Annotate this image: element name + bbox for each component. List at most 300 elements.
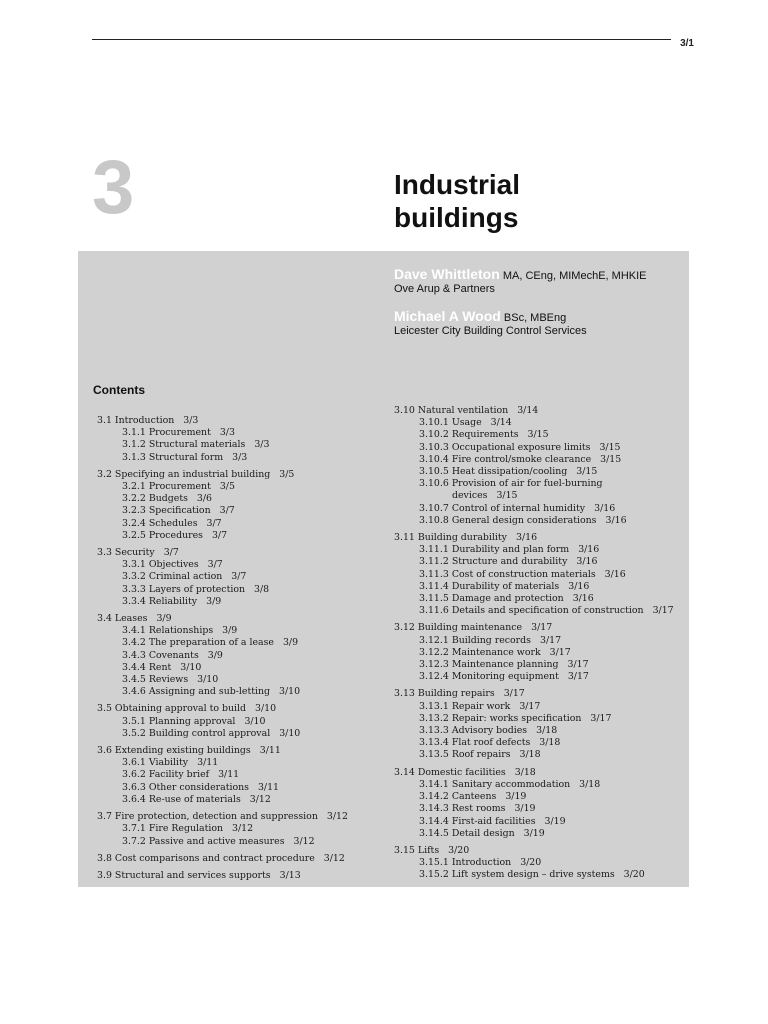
chapter-title-line-2: buildings	[394, 202, 519, 233]
toc-entry-title: Introduction	[451, 857, 512, 869]
toc-entry-number: 3.6.1	[122, 757, 146, 769]
author-block-2	[394, 308, 587, 337]
toc-entry-number: 3.11.6	[419, 605, 449, 617]
toc-subsection-entry[interactable]	[97, 493, 397, 505]
toc-entry-number: 3.10.3	[419, 441, 449, 453]
toc-entry-title: Structural form	[148, 451, 224, 463]
toc-entry-number: 3.15	[394, 844, 415, 856]
toc-entry-page: 3/15	[576, 466, 598, 478]
toc-entry-title: Fire control/smoke clearance	[451, 453, 592, 465]
toc-entry-number: 3.12.1	[419, 634, 449, 646]
toc-entry-number: 3.7.2	[122, 835, 146, 847]
toc-subsection-entry[interactable]	[394, 659, 689, 671]
toc-subsection-entry[interactable]	[394, 605, 689, 617]
toc-subsection-entry[interactable]	[394, 581, 689, 593]
chapter-number: 3	[92, 145, 135, 230]
toc-section	[97, 853, 397, 865]
toc-entry-title: Durability of materials	[451, 580, 560, 592]
toc-entry-title: Advisory bodies	[451, 725, 528, 737]
author-name: Dave Whittleton	[394, 266, 500, 282]
toc-subsection-entry[interactable]	[394, 635, 689, 647]
toc-entry-title: Maintenance planning	[451, 659, 559, 671]
toc-entry-page: 3/9	[207, 649, 223, 661]
toc-entry-number: 3.10.2	[419, 429, 449, 441]
toc-section-entry[interactable]	[394, 845, 689, 857]
toc-entry-number: 3.2.1	[122, 481, 146, 493]
toc-entry-title: Heat dissipation/cooling	[451, 466, 568, 478]
toc-entry-page: 3/3	[254, 439, 270, 451]
toc-subsection-entry[interactable]	[97, 823, 397, 835]
toc-section-entry[interactable]	[97, 547, 397, 559]
toc-section	[394, 405, 689, 527]
toc-entry-page: 3/11	[197, 757, 219, 769]
toc-entry-number: 3.14.2	[419, 791, 449, 803]
toc-entry-page: 3/15	[600, 453, 622, 465]
toc-entry-number: 3.9	[97, 869, 112, 881]
toc-subsection-entry[interactable]	[97, 686, 397, 698]
toc-entry-number: 3.10.7	[419, 502, 449, 514]
toc-entry-continuation	[419, 490, 689, 502]
toc-entry-number: 3.10.6	[419, 478, 449, 490]
chapter-title	[394, 168, 520, 234]
toc-subsection-entry[interactable]	[394, 869, 689, 881]
toc-subsection-entry[interactable]	[97, 782, 397, 794]
toc-subsection-entry[interactable]	[394, 671, 689, 683]
toc-subsection-entry[interactable]	[394, 417, 689, 429]
toc-subsection-entry[interactable]	[394, 569, 689, 581]
toc-entry-page: 3/18	[514, 766, 536, 778]
toc-entry-title: Building repairs	[417, 688, 495, 700]
toc-section	[97, 547, 397, 608]
toc-entry-title: General design considerations	[451, 514, 597, 526]
toc-subsection-entry[interactable]	[97, 439, 397, 451]
toc-subsection-entry[interactable]	[97, 452, 397, 464]
toc-subsection-entry[interactable]	[394, 429, 689, 441]
toc-entry-number: 3.2.3	[122, 505, 146, 517]
toc-entry-page: 3/3	[183, 415, 199, 426]
toc-entry-number: 3.2	[97, 468, 112, 480]
toc-entry-number: 3.4.4	[122, 661, 146, 673]
toc-entry-title: Facility brief	[148, 769, 210, 781]
toc-subsection-entry[interactable]	[97, 505, 397, 517]
toc-subsection-entry[interactable]	[97, 650, 397, 662]
toc-section-entry[interactable]	[97, 853, 397, 865]
toc-entry-page: 3/11	[257, 781, 280, 793]
toc-entry-page: 3/7	[231, 571, 247, 583]
toc-entry-number: 3.12	[394, 622, 415, 634]
toc-subsection-entry[interactable]	[394, 828, 689, 840]
toc-entry-title: Procedures	[148, 529, 203, 541]
toc-entry-page: 3/17	[652, 605, 674, 617]
toc-entry-title: Extending existing buildings	[114, 745, 251, 757]
toc-entry-page: 3/7	[206, 517, 222, 529]
toc-subsection-entry[interactable]	[394, 701, 689, 713]
toc-entry-title: Obtaining approval to build	[114, 703, 247, 715]
toc-subsection-entry[interactable]	[394, 816, 689, 828]
toc-entry-title: Monitoring equipment	[451, 671, 559, 683]
toc-entry-number: 3.1.3	[122, 451, 146, 463]
toc-section	[394, 767, 689, 840]
toc-entry-page: 3/9	[206, 595, 222, 607]
toc-entry-number: 3.4.6	[122, 686, 146, 698]
toc-entry-page: 3/16	[594, 502, 616, 514]
toc-subsection-entry[interactable]	[97, 596, 397, 608]
toc-entry-page: 3/16	[604, 568, 626, 580]
toc-entry-title: Lift system design – drive systems	[451, 869, 615, 881]
toc-entry-number: 3.12.3	[419, 659, 449, 671]
toc-entry-title: Detail design	[451, 827, 515, 839]
toc-entry-number: 3.5.1	[122, 715, 146, 727]
toc-subsection-entry[interactable]	[97, 716, 397, 728]
toc-entry-page: 3/5	[219, 481, 235, 493]
toc-section	[97, 811, 397, 848]
toc-entry-number: 3.4.1	[122, 625, 146, 637]
toc-subsection-entry[interactable]	[394, 779, 689, 791]
toc-entry-title: Security	[114, 547, 155, 559]
toc-entry-title: Budgets	[148, 493, 188, 505]
toc-entry-title-cont: devices	[452, 490, 488, 502]
toc-entry-page: 3/17	[567, 671, 589, 683]
toc-entry-number: 3.13	[394, 688, 415, 700]
toc-subsection-entry[interactable]	[97, 637, 397, 649]
toc-subsection-entry[interactable]	[97, 518, 397, 530]
author-affiliation: Ove Arup & Partners	[394, 283, 495, 295]
toc-section	[97, 870, 397, 882]
chapter-title-line-1: Industrial	[394, 169, 521, 200]
toc-right-column	[394, 405, 689, 887]
toc-entry-page: 3/16	[572, 593, 594, 605]
toc-section-entry[interactable]	[394, 532, 689, 544]
author-name: Michael A Wood	[394, 308, 501, 324]
toc-entry-title: Objectives	[148, 559, 199, 571]
toc-entry-title: Details and specification of construction	[451, 605, 644, 617]
toc-entry-number: 3.3.1	[122, 559, 146, 571]
toc-section	[97, 613, 397, 698]
toc-subsection-entry[interactable]	[97, 728, 397, 740]
toc-entry-number: 3.3.3	[122, 583, 146, 595]
contents-heading: Contents	[93, 383, 145, 397]
toc-entry-page: 3/20	[448, 844, 470, 856]
toc-entry-page: 3/17	[503, 688, 525, 700]
toc-section	[97, 415, 397, 464]
toc-entry-title: Layers of protection	[148, 583, 246, 595]
toc-entry-title: Requirements	[451, 429, 519, 441]
toc-entry-title: Procurement	[148, 481, 211, 493]
toc-entry-number: 3.10.8	[419, 514, 449, 526]
toc-entry-page: 3/12	[232, 823, 254, 835]
toc-entry-title: Structural materials	[148, 439, 246, 451]
toc-subsection-entry[interactable]	[97, 757, 397, 769]
toc-entry-page: 3/7	[219, 505, 235, 517]
toc-entry-title: Domestic facilities	[417, 766, 506, 778]
toc-entry-number: 3.6.4	[122, 793, 146, 805]
toc-section-entry[interactable]	[97, 415, 397, 427]
toc-entry-number: 3.4.2	[122, 637, 146, 649]
toc-entry-title: Structural and services supports	[114, 869, 271, 881]
toc-entry-title: Criminal action	[148, 571, 223, 583]
toc-entry-title: Building records	[451, 634, 531, 646]
toc-entry-number: 3.14.1	[419, 778, 449, 790]
toc-subsection-entry[interactable]	[394, 544, 689, 556]
toc-entry-page: 3/7	[163, 547, 179, 559]
toc-entry-title: Relationships	[148, 625, 214, 637]
toc-entry-number: 3.6.3	[122, 781, 146, 793]
toc-section-entry[interactable]	[394, 688, 689, 700]
toc-entry-page: 3/9	[222, 625, 238, 637]
toc-entry-number: 3.11.4	[419, 580, 449, 592]
toc-entry-number: 3.2.4	[122, 517, 146, 529]
toc-entry-title: Assigning and sub-letting	[148, 686, 271, 698]
toc-section	[394, 845, 689, 882]
toc-subsection-entry[interactable]	[394, 803, 689, 815]
toc-entry-number: 3.15.1	[419, 857, 449, 869]
toc-entry-number: 3.2.5	[122, 529, 146, 541]
toc-subsection-entry[interactable]	[97, 571, 397, 583]
toc-entry-page: 3/9	[156, 613, 172, 625]
toc-entry-number: 3.15.2	[419, 869, 449, 881]
toc-entry-title: Maintenance work	[451, 646, 541, 658]
toc-entry-title: Flat roof defects	[451, 737, 531, 749]
toc-entry-page: 3/17	[567, 659, 589, 671]
toc-entry-title: Rest rooms	[451, 803, 506, 815]
toc-subsection-entry[interactable]	[394, 593, 689, 605]
toc-entry-number: 3.4.3	[122, 649, 146, 661]
toc-entry-number: 3.10	[394, 405, 415, 416]
toc-subsection-entry[interactable]	[394, 749, 689, 761]
toc-entry-title: Reliability	[148, 595, 198, 607]
toc-subsection-entry[interactable]	[97, 662, 397, 674]
toc-entry-page: 3/8	[254, 583, 270, 595]
toc-entry-page: 3/10	[255, 703, 277, 715]
toc-entry-number: 3.4.5	[122, 674, 146, 686]
toc-entry-number: 3.11.2	[419, 556, 449, 568]
toc-section	[97, 703, 397, 740]
author-credentials: BSc, MBEng	[503, 312, 567, 324]
page-number: 3/1	[680, 38, 694, 49]
toc-entry-page: 3/20	[623, 869, 645, 881]
toc-subsection-entry[interactable]	[97, 674, 397, 686]
toc-entry-number: 3.13.5	[419, 749, 449, 761]
toc-entry-number: 3.11.3	[419, 568, 449, 580]
toc-subsection-entry[interactable]	[394, 647, 689, 659]
toc-entry-page: 3/3	[232, 451, 248, 463]
toc-subsection-entry[interactable]	[97, 427, 397, 439]
toc-entry-number: 3.3	[97, 547, 112, 559]
toc-entry-page: 3/15	[527, 429, 549, 441]
toc-entry-page: 3/18	[579, 778, 601, 790]
toc-entry-title: Control of internal humidity	[451, 502, 586, 514]
toc-entry-number: 3.13.3	[419, 725, 449, 737]
toc-entry-number: 3.14.5	[419, 827, 449, 839]
toc-entry-number: 3.11.1	[419, 544, 449, 556]
toc-subsection-entry[interactable]	[394, 725, 689, 737]
toc-entry-page: 3/14	[517, 405, 539, 416]
toc-subsection-entry[interactable]	[394, 478, 689, 502]
toc-entry-number: 3.14.3	[419, 803, 449, 815]
toc-entry-page: 3/10	[279, 686, 301, 698]
toc-entry-page: 3/18	[536, 725, 558, 737]
toc-entry-number: 3.10.4	[419, 453, 449, 465]
toc-entry-page: 3/20	[520, 857, 542, 869]
toc-left-column	[97, 415, 397, 887]
toc-entry-page: 3/18	[539, 737, 561, 749]
toc-entry-title: Reviews	[148, 674, 189, 686]
toc-entry-page: 3/16	[576, 556, 598, 568]
toc-subsection-entry[interactable]	[394, 503, 689, 515]
toc-entry-title: The preparation of a lease	[148, 637, 274, 649]
toc-entry-page: 3/17	[590, 712, 612, 724]
toc-entry-title: Specification	[148, 505, 211, 517]
toc-entry-title: Planning approval	[148, 715, 236, 727]
toc-entry-title: Repair work	[451, 700, 511, 712]
toc-entry-page: 3/19	[505, 791, 527, 803]
toc-entry-page: 3/7	[211, 529, 228, 541]
toc-entry-page: 3/17	[549, 646, 571, 658]
toc-section-entry[interactable]	[97, 613, 397, 625]
toc-entry-number: 3.6.2	[122, 769, 146, 781]
toc-entry-title: Durability and plan form	[451, 544, 570, 556]
toc-entry-title: Canteens	[451, 791, 497, 803]
toc-entry-number: 3.4	[97, 613, 112, 625]
toc-entry-number: 3.11.5	[419, 593, 449, 605]
toc-entry-title: Fire Regulation	[148, 823, 224, 835]
toc-section	[394, 532, 689, 617]
toc-entry-page: 3/10	[180, 661, 202, 673]
toc-entry-title: Repair: works specification	[451, 712, 582, 724]
toc-entry-number: 3.10.5	[419, 466, 449, 478]
toc-entry-page: 3/17	[539, 634, 562, 646]
toc-entry-number: 3.1	[97, 415, 112, 426]
toc-entry-page: 3/12	[326, 811, 348, 823]
toc-entry-title: Cost of construction materials	[451, 568, 596, 580]
toc-entry-title: Re-use of materials	[148, 793, 241, 805]
toc-subsection-entry[interactable]	[394, 466, 689, 478]
toc-entry-title: Viability	[148, 757, 189, 769]
toc-section-entry[interactable]	[97, 811, 397, 823]
toc-entry-title: First-aid facilities	[451, 815, 536, 827]
toc-entry-page: 3/12	[249, 793, 271, 805]
toc-subsection-entry[interactable]	[394, 857, 689, 869]
toc-entry-title: Cost comparisons and contract procedure	[114, 852, 315, 864]
toc-entry-title: Occupational exposure limits	[451, 441, 591, 453]
toc-entry-page: 3/19	[544, 815, 566, 827]
toc-entry-title: Building durability	[417, 532, 507, 544]
toc-entry-page: 3/3	[219, 427, 235, 439]
author-block-1	[394, 266, 647, 295]
toc-entry-page: 3/11	[259, 745, 281, 757]
toc-entry-page: 3/16	[578, 544, 600, 556]
toc-entry-number: 3.7	[97, 811, 112, 823]
toc-entry-title: Procurement	[148, 427, 211, 439]
toc-entry-page: 3/17	[519, 700, 541, 712]
toc-subsection-entry[interactable]	[394, 713, 689, 725]
toc-entry-page: 3/10	[279, 727, 301, 739]
toc-entry-number: 3.13.2	[419, 712, 449, 724]
toc-subsection-entry[interactable]	[97, 481, 397, 493]
toc-entry-title: Passive and active measures	[148, 835, 285, 847]
toc-entry-title: Damage and protection	[451, 593, 564, 605]
toc-entry-page: 3/16	[605, 514, 627, 526]
toc-entry-title: Natural ventilation	[417, 405, 509, 416]
toc-entry-page: 3/9	[282, 637, 299, 649]
toc-entry-page: 3/11	[218, 769, 240, 781]
author-credentials: MA, CEng, MIMechE, MHKIE	[502, 270, 647, 282]
toc-subsection-entry[interactable]	[97, 625, 397, 637]
toc-entry-number: 3.13.4	[419, 737, 449, 749]
toc-subsection-entry[interactable]	[97, 769, 397, 781]
toc-subsection-entry[interactable]	[394, 442, 689, 454]
toc-subsection-entry[interactable]	[394, 791, 689, 803]
toc-section-entry[interactable]	[394, 405, 689, 417]
toc-entry-number: 3.10.1	[419, 417, 449, 429]
toc-entry-title: Leases	[114, 613, 148, 625]
toc-entry-page: 3/17	[531, 622, 553, 634]
toc-section-entry[interactable]	[97, 469, 397, 481]
toc-entry-title: Usage	[451, 417, 482, 429]
toc-subsection-entry[interactable]	[394, 556, 689, 568]
toc-subsection-entry[interactable]	[97, 559, 397, 571]
toc-entry-page: 3/10	[244, 715, 266, 727]
toc-section-entry[interactable]	[97, 870, 397, 882]
toc-section	[394, 688, 689, 761]
toc-subsection-entry[interactable]	[97, 584, 397, 596]
toc-subsection-entry[interactable]	[97, 794, 397, 806]
toc-entry-number: 3.3.4	[122, 595, 146, 607]
toc-entry-number: 3.12.2	[419, 646, 449, 658]
toc-entry-page: 3/18	[519, 749, 541, 761]
toc-entry-page: 3/12	[293, 835, 315, 847]
toc-entry-number: 3.13.1	[419, 700, 449, 712]
toc-section-entry[interactable]	[394, 622, 689, 634]
toc-entry-page: 3/14	[490, 417, 512, 429]
toc-subsection-entry[interactable]	[394, 737, 689, 749]
toc-entry-page: 3/13	[279, 869, 301, 881]
toc-entry-page: 3/16	[515, 532, 538, 544]
toc-entry-page: 3/10	[197, 674, 219, 686]
toc-entry-title: Schedules	[148, 517, 198, 529]
toc-entry-page: 3/19	[523, 827, 545, 839]
toc-entry-number: 3.14.4	[419, 815, 449, 827]
toc-entry-page: 3/6	[196, 493, 212, 505]
toc-section-entry[interactable]	[97, 703, 397, 715]
header-rule	[92, 39, 671, 40]
toc-subsection-entry[interactable]	[394, 454, 689, 466]
toc-entry-title: Sanitary accommodation	[451, 778, 571, 790]
toc-entry-title: Rent	[148, 661, 172, 673]
toc-entry-number: 3.8	[97, 852, 112, 864]
toc-section-entry[interactable]	[97, 745, 397, 757]
toc-entry-title: Lifts	[417, 844, 440, 856]
toc-subsection-entry[interactable]	[97, 530, 397, 542]
toc-entry-number: 3.1.2	[122, 439, 146, 451]
toc-section-entry[interactable]	[394, 767, 689, 779]
toc-subsection-entry[interactable]	[394, 515, 689, 527]
toc-entry-number: 3.5.2	[122, 727, 146, 739]
toc-entry-title: Building control approval	[148, 727, 271, 739]
toc-entry-title: Structure and durability	[451, 556, 568, 568]
toc-entry-number: 3.3.2	[122, 571, 146, 583]
toc-entry-title: Introduction	[114, 415, 175, 426]
toc-entry-page: 3/15	[599, 441, 621, 453]
toc-entry-page: 3/15	[496, 490, 518, 502]
toc-entry-page: 3/12	[323, 852, 345, 864]
toc-entry-title: Provision of air for fuel-burning	[451, 478, 603, 490]
toc-entry-number: 3.2.2	[122, 493, 146, 505]
toc-entry-number: 3.1.1	[122, 427, 146, 439]
toc-subsection-entry[interactable]	[97, 836, 397, 848]
toc-entry-title: Other considerations	[148, 781, 249, 793]
toc-entry-page: 3/19	[514, 803, 536, 815]
